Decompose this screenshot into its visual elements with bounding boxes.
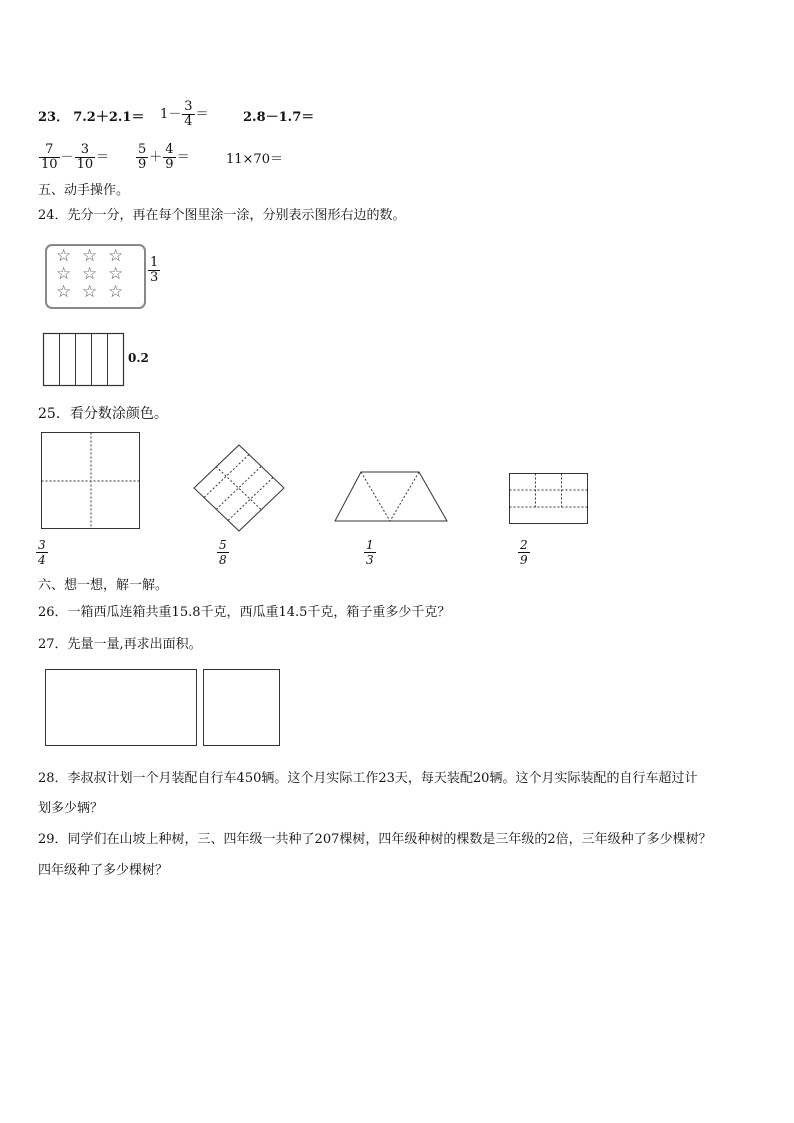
section5-title: 五、动手操作。 [38,183,130,198]
dashed-line [361,472,390,521]
q29-line1: 29．同学们在山坡上种树，三、四年级一共种了207棵树，四年级种树的棵数是三年级的2倍，三年级种了多少棵树？ [38,832,712,847]
q23-expr2-whole: 1－ [160,107,182,122]
fraction-numerator: 5 [219,538,227,552]
q28-line1: 28．李叔叔计划一个月装配自行车450辆。这个月实际工作23天，每天装配20辆。这个月实际装配的自行车超过计 [38,771,698,786]
star-icon: ☆ [108,282,124,302]
q25-text: 25．看分数涂颜色。 [38,406,168,422]
bar-outline [44,334,124,386]
q23-row1 [38,110,144,126]
section6-title: 六、想一想，解一解。 [38,578,169,593]
q23-expr4-operator: － [60,150,74,165]
dashed-line [390,472,419,521]
star-grid [56,247,136,301]
q23-expr2-equals: ＝ [195,107,209,122]
trapezoid-figure [334,471,449,523]
measure-square [203,669,280,746]
q23-expr4-equals: ＝ [96,150,110,165]
q26-text: 26．一箱西瓜连箱共重15.8千克，西瓜重14.5千克，箱子重多少千克？ [38,605,451,620]
fraction-numerator: 4 [165,142,174,157]
diamond-figure [193,444,285,532]
q23-number: 23． [38,110,70,125]
fraction-denominator: 3 [366,553,374,567]
fraction-numerator: 3 [80,142,89,157]
q25-fraction-1 [36,538,48,567]
q25-fraction-2 [217,538,229,567]
q23-expr6: 11×70＝ [226,152,283,167]
fraction-numerator: 3 [38,538,46,552]
fraction-numerator: 3 [184,99,193,114]
q24-text: 24．先分一分，再在每个图里涂一涂，分别表示图形右边的数。 [38,208,406,223]
fraction-denominator: 3 [150,270,159,285]
q23-expr5-operator: ＋ [149,150,163,165]
q23-expr3: 2.8－1.7＝ [243,110,315,125]
measure-rectangle [45,669,197,746]
q23-expr5-equals: ＝ [176,150,190,165]
fraction-numerator: 1 [150,255,159,270]
fraction-numerator: 2 [520,538,528,552]
rectangle-ninths-figure [509,473,589,525]
star-icon: ☆ [82,246,98,266]
q23-expr2-fraction [182,100,194,129]
fraction-numerator: 1 [366,538,374,552]
q25-fraction-3 [364,538,376,567]
bar-label: 0.2 [128,351,149,365]
fraction-denominator: 9 [165,157,174,172]
q23-expr2 [160,100,209,129]
q23-expr4-fraction2 [75,143,96,172]
star-icon: ☆ [82,264,98,284]
fraction-numerator: 7 [45,142,54,157]
fraction-denominator: 8 [219,553,227,567]
q29-line2: 四年级种了多少棵树？ [38,863,169,878]
q25-fraction-4 [518,538,530,567]
bar-figure [43,333,125,387]
q24-fraction [148,256,160,285]
square-quarters-figure [41,432,141,530]
diamond-outline [194,445,284,531]
star-icon: ☆ [82,282,98,302]
q23-expr1: 7.2＋2.1＝ [73,110,145,125]
fraction-numerator: 5 [138,142,147,157]
star-icon: ☆ [56,246,72,266]
q23-expr5 [135,143,190,172]
fraction-denominator: 4 [184,114,193,129]
q27-text: 27．先量一量,再求出面积。 [38,637,202,652]
trapezoid-outline [335,472,447,521]
q23-expr4-fraction1 [39,143,60,172]
rectangle-outline [510,474,588,524]
q23-expr5-fraction2 [163,143,175,172]
star-icon: ☆ [108,246,124,266]
q23-expr5-fraction1 [136,143,148,172]
star-icon: ☆ [56,282,72,302]
q28-line2: 划多少辆？ [38,801,104,816]
fraction-denominator: 9 [520,553,528,567]
q23-expr4 [38,143,109,172]
fraction-denominator: 9 [138,157,147,172]
star-icon: ☆ [56,264,72,284]
fraction-denominator: 10 [76,157,94,172]
star-icon: ☆ [108,264,124,284]
fraction-denominator: 10 [41,157,58,172]
fraction-denominator: 4 [38,553,46,567]
dashed-line [204,455,249,498]
